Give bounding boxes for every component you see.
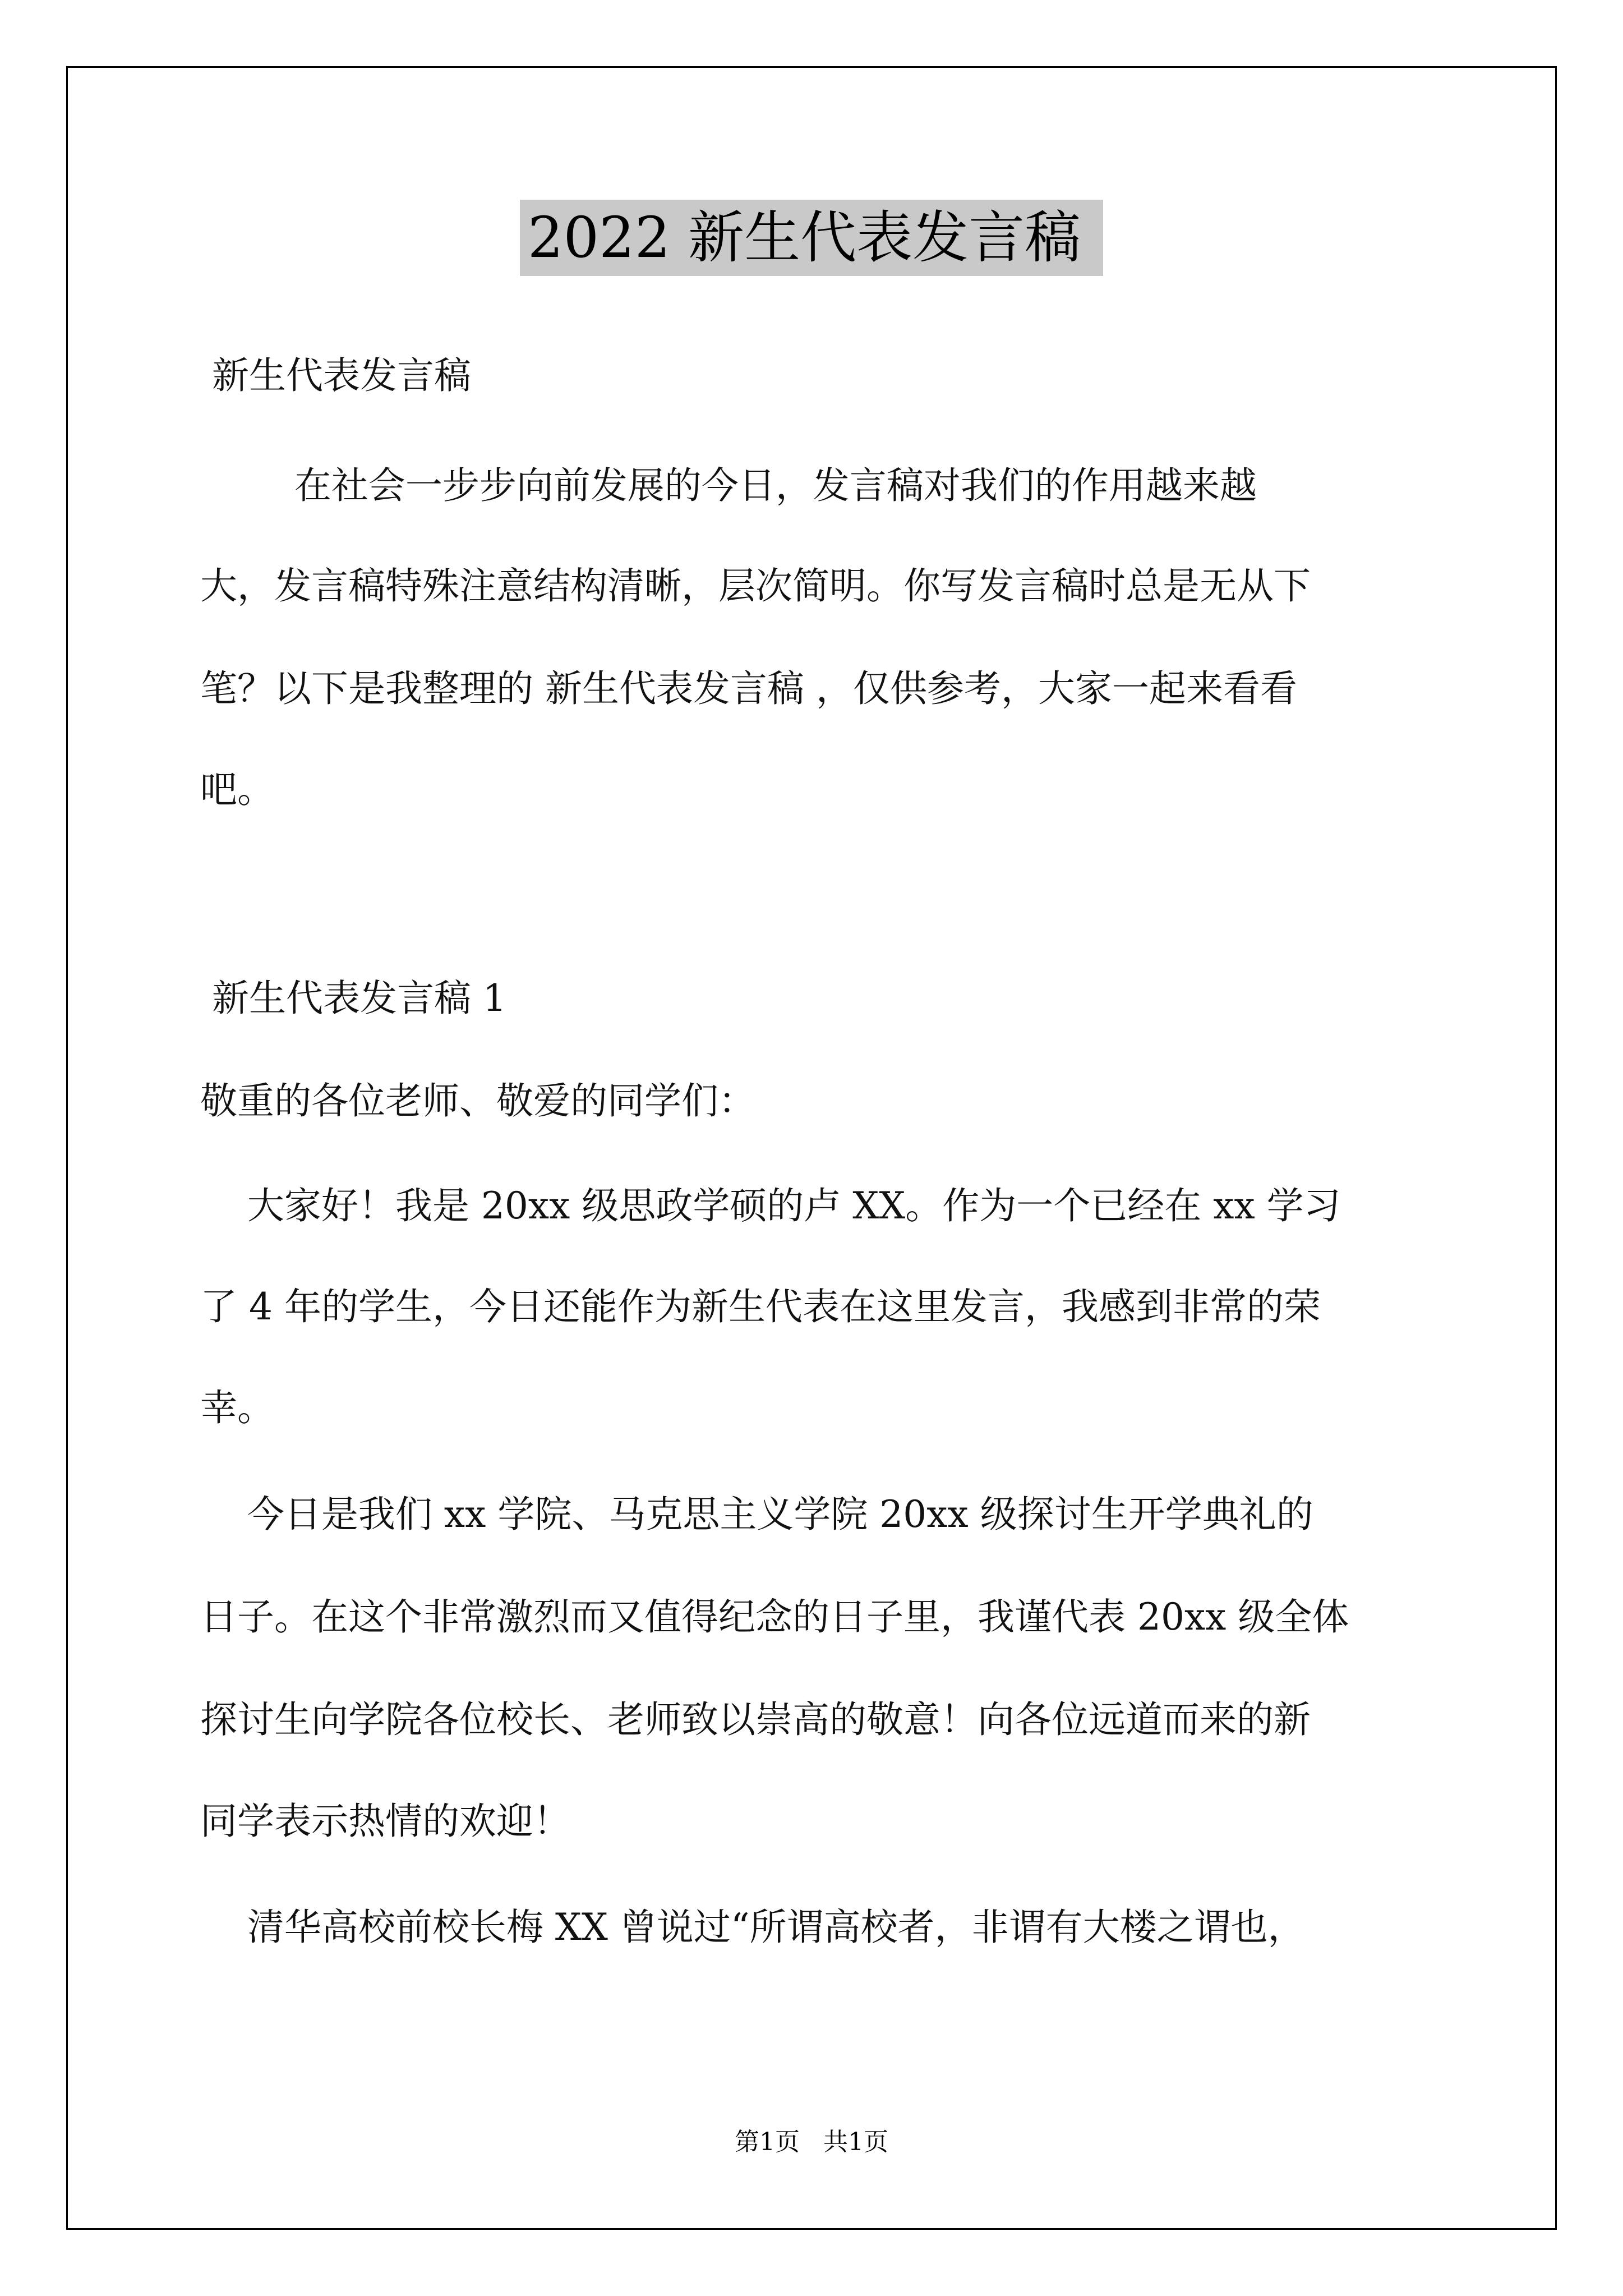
text-line: 了 4 年的学生，今日还能作为新生代表在这里发言，我感到非常的荣 [200, 1285, 1321, 1328]
text-line: 新生代表发言稿 1 [200, 977, 506, 1020]
text-line: 大，发言稿特殊注意结构清晰，层次简明。你写发言稿时总是无从下 [200, 564, 1311, 608]
text-line: 同学表示热情的欢迎！ [200, 1800, 570, 1843]
text-line: 今日是我们 xx 学院、马克思主义学院 20xx 级探讨生开学典礼的 [200, 1493, 1313, 1536]
text-line: 在社会一步步向前发展的今日，发言稿对我们的作用越来越 [200, 464, 1257, 507]
document-title: 2022 新生代表发言稿 [520, 200, 1103, 276]
title-container [0, 200, 1623, 276]
text-line: 日子。在这个非常激烈而又值得纪念的日子里，我谨代表 20xx 级全体 [200, 1595, 1349, 1639]
text-line: 吧。 [200, 768, 274, 811]
text-line: 幸。 [200, 1386, 274, 1429]
page-footer: 第1页 共1页 [735, 2128, 888, 2156]
text-line: 清华高校前校长梅 XX 曾说过“所谓高校者，非谓有大楼之谓也， [200, 1906, 1305, 1949]
text-line: 新生代表发言稿 [200, 354, 471, 397]
text-line: 笔？以下是我整理的 新生代表发言稿 ，仅供参考，大家一起来看看 [200, 667, 1297, 710]
text-line: 敬重的各位老师、敬爱的同学们： [200, 1079, 755, 1122]
text-line: 大家好！我是 20xx 级思政学硕的卢 XX。作为一个已经在 xx 学习 [200, 1184, 1341, 1227]
text-line: 探讨生向学院各位校长、老师致以崇高的敬意！向各位远道而来的新 [200, 1698, 1311, 1741]
